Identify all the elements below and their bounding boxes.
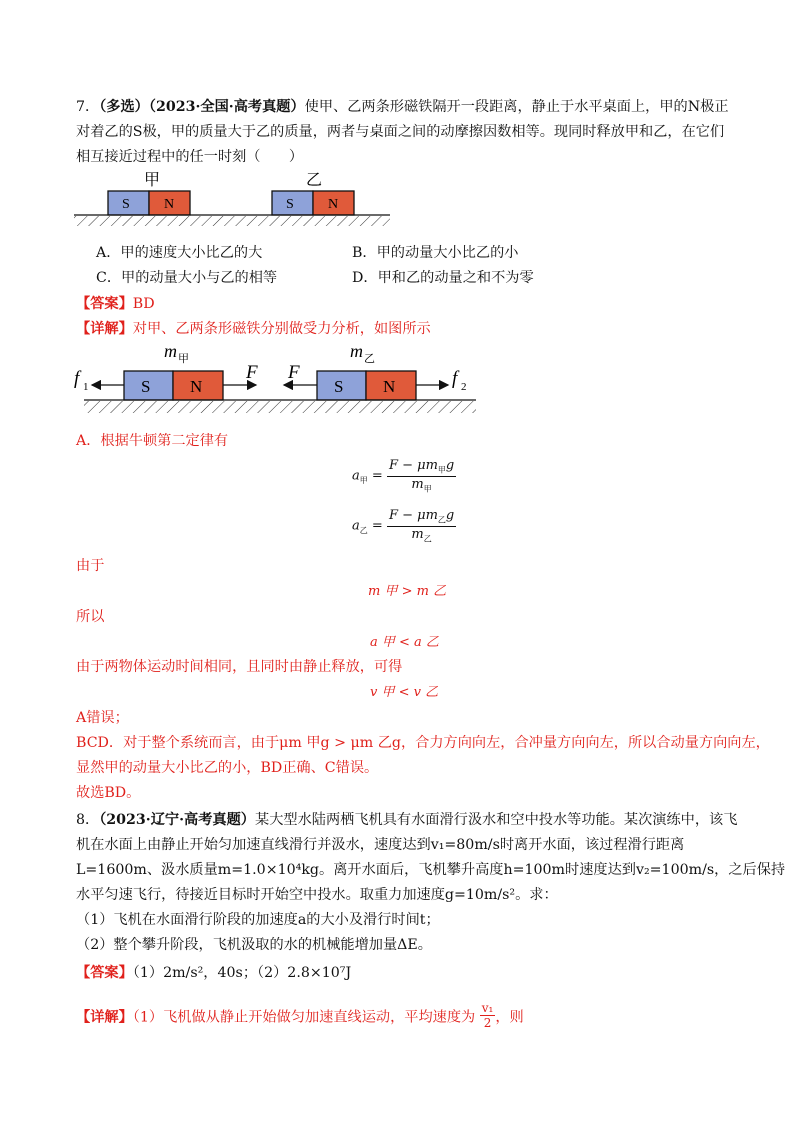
- eq2-den-sub: 乙: [423, 534, 432, 544]
- f1-sub: 1: [83, 381, 89, 393]
- eq1-den-sub: 甲: [423, 484, 432, 494]
- q7-option-a: A．甲的速度大小比乙的大: [96, 245, 263, 261]
- m-jia-sub: 甲: [178, 353, 189, 365]
- q8-frac: [480, 1001, 496, 1030]
- eq1-num: [387, 458, 456, 477]
- eq2-num: [387, 508, 456, 527]
- q7-a-wrong: A错误；: [76, 710, 129, 726]
- f2-sub: 2: [461, 381, 467, 393]
- F-right-label: F: [246, 362, 258, 383]
- eq2-num-sub: 乙: [437, 515, 446, 525]
- q8-source: （2023·辽宁·高考真题）: [99, 812, 255, 828]
- eq1-lhs-sub: 甲: [359, 476, 368, 486]
- q8-part2: （2）整个攀升阶段，飞机汲取的水的机械能增加量ΔE。: [76, 937, 432, 953]
- q8-stem-4: 水平匀速飞行，待接近目标时开始空中投水。取重力加速度g=10m/s²。求：: [76, 887, 558, 903]
- eq1-frac: [387, 458, 456, 494]
- eq2: $a_乙$ = $\frac{F - \mu m_乙g}{m_乙}$: [352, 508, 455, 544]
- eq2-lhs-sub: 乙: [359, 526, 368, 536]
- jia-n-text: N: [164, 197, 175, 212]
- q7-same-time: 由于两物体运动时间相同，且同时由静止释放，可得: [76, 659, 403, 675]
- table-hatch: [74, 216, 390, 226]
- q7-bcd-2: 显然甲的动量大小比乙的小，BD正确、C错误。: [76, 760, 379, 776]
- q7-answer-line: [76, 292, 155, 317]
- label-jia: 甲: [144, 172, 161, 189]
- eq2-num-tail: g: [445, 508, 455, 523]
- force-yi-s-text: S: [334, 377, 344, 396]
- force-jia-s-text: S: [141, 377, 151, 396]
- eq1-num-sub: 甲: [437, 465, 446, 475]
- q7-force-figure: [70, 340, 490, 425]
- q7-source: （2023·全国·高考真题）: [148, 99, 305, 115]
- yi-s-text: S: [286, 197, 294, 212]
- q7-bcd-1: BCD．对于整个系统而言，由于μm 甲g > μm 乙g，合力方向向左，合冲量方向向左，所以合动量方向向左，: [76, 735, 770, 751]
- q7-stem-1: 使甲、乙两条形磁铁隔开一段距离，静止于水平桌面上，甲的N极正: [304, 99, 729, 115]
- q7-detail-intro: 对甲、乙两条形磁铁分别做受力分析，如图所示: [132, 321, 431, 337]
- q8-answer: （1）2m/s²，40s；（2）2.8×10⁷J: [132, 965, 352, 981]
- eq1-num-tail: g: [445, 458, 455, 473]
- eq2-den: [387, 527, 456, 545]
- q7-option-c: C．甲的动量大小与乙的相等: [96, 270, 278, 286]
- q8-stem-3: L=1600m、汲水质量m=1.0×10⁴kg。离开水面后，飞机攀升高度h=100m时速度达到v₂=100m/s，之后保持: [76, 862, 786, 878]
- eq1-lhs: a: [352, 468, 360, 484]
- force-table-hatch: [84, 401, 476, 413]
- q7-line1: [76, 95, 729, 120]
- q7-tag: （多选）: [99, 99, 149, 115]
- eq2-den-main: m: [411, 526, 424, 542]
- q8-detail-tail: ，则: [495, 1009, 524, 1026]
- m-yi-sub: 乙: [364, 353, 375, 365]
- q7-stem-3: 相互接近过程中的任一时刻（ ）: [76, 149, 304, 165]
- force-jia-n-text: N: [190, 377, 203, 396]
- q7-stem-2: 对着乙的S极，甲的质量大于乙的质量，两者与桌面之间的动摩擦因数相等。现同时释放甲和乙，在它们: [76, 124, 725, 140]
- q8-frac-den: 2: [483, 1016, 492, 1030]
- q7-detail-line: [76, 317, 431, 342]
- q7-ineq1: m 甲 > m 乙: [368, 584, 447, 599]
- label-yi: 乙: [306, 172, 323, 189]
- f1-label: f: [74, 368, 80, 389]
- eq1-den: [387, 477, 456, 495]
- q7-option-d: D．甲和乙的动量之和不为零: [352, 270, 534, 286]
- force-yi-n-text: N: [383, 377, 396, 396]
- q8-detail-label: 【详解】: [76, 1009, 133, 1026]
- q8-answer-line: [76, 961, 351, 986]
- q7-answer: BD: [132, 296, 155, 312]
- q7-answer-label: 【答案】: [76, 296, 133, 312]
- q8-frac-num: v₁: [481, 1001, 494, 1015]
- q8-stem-1: 某大型水陆两栖飞机具有水面滑行汲水和空中投水等功能。某次演练中，该飞: [255, 812, 738, 828]
- q8-stem-2: 机在水面上由静止开始匀加速直线滑行并汲水，速度达到v₁=80m/s时离开水面，该过程滑行距离: [76, 837, 685, 853]
- q7-detail-label: 【详解】: [76, 321, 133, 337]
- f2-label: f: [452, 368, 458, 389]
- q7-line-a: A．根据牛顿第二定律有: [76, 433, 229, 449]
- m-jia: m: [164, 341, 177, 361]
- eq1-den-main: m: [411, 476, 424, 492]
- q8-line1: [76, 808, 737, 833]
- q8-detail-line: [76, 1003, 524, 1032]
- yi-n-text: N: [328, 197, 339, 212]
- eq2-lhs: a: [352, 518, 360, 534]
- q7-conclusion: 故选BD。: [76, 785, 141, 801]
- eq2-frac: [387, 508, 456, 544]
- q8-part1: （1）飞机在水面滑行阶段的加速度a的大小及滑行时间t；: [76, 912, 440, 928]
- q7-since: 由于: [76, 558, 105, 574]
- q7-number: 7．: [76, 99, 100, 115]
- q8-number: 8．: [76, 812, 100, 828]
- m-yi: m: [350, 341, 363, 361]
- q7-ineq3: v 甲 < v 乙: [370, 685, 439, 700]
- eq1: $a_甲$ = $\frac{F - \mu m_甲g}{m_甲}$: [352, 458, 455, 494]
- jia-s-text: S: [122, 197, 130, 212]
- q7-ineq2: a 甲 < a 乙: [370, 635, 439, 650]
- q7-so: 所以: [76, 609, 105, 625]
- eq1-num-main: F − μm: [388, 458, 438, 473]
- F-left-label: F: [288, 362, 300, 383]
- q8-answer-label: 【答案】: [76, 965, 133, 981]
- q8-detail-text: （1）飞机做从静止开始做匀加速直线运动，平均速度为: [132, 1009, 476, 1026]
- q7-magnet-figure: [70, 165, 400, 235]
- q7-option-b: B．甲的动量大小比乙的小: [352, 245, 519, 261]
- eq2-num-main: F − μm: [388, 508, 438, 523]
